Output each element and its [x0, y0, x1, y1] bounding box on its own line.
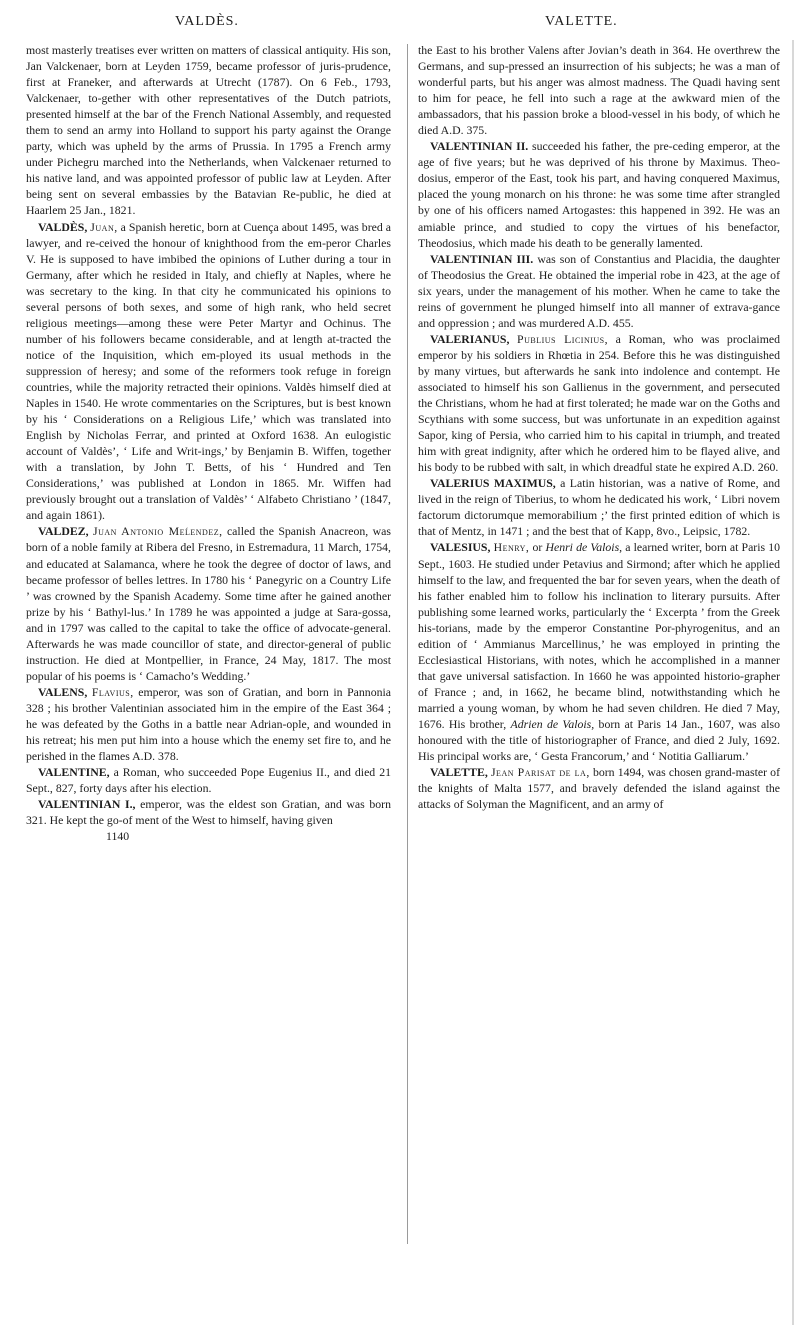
entry-text: called the Spanish Anacreon, was born of a noble family at Ribera del Fresno, in Estremadura, 11 March, 1754, and educated at Salamanca, where he took the degree of doctor of laws, and became professor of belles lettres. In 1780 his ‘ Panegyric on a Country Life ’ was crowned by the Spanish Academy. Some time after he gained another prize by his ‘ Bathyl-lus.’ In 1789 he was appointed a judge at Sara-gossa, and in 1797 was called to the capital to take the office of advocate-general. Afterwards he was made councillor of state, and director-general of public instruction. He died at Montpellier, in France, 24 May, 1817. The most popular of his poems is ‘ Camacho’s Wedding.’ [26, 524, 391, 683]
entry-text: a Roman, who was proclaimed emperor by his soldiers in Rhœtia in 254. Before this he was distinguished by many virtues, but afterwards he sank into indolence and contempt. He associated to himself his son Gallienus in the government, and persecuted the Christians, whom he had at first tolerated; he made war on the Goths and Scythians with some success, but was unfortunate in an expedition against Sapor, king of Persia, who carried him to his capital in triumph, and treated him with great indignity, after which he ordered him to be flayed alive, and his body to be rubbed with salt, in which dreadful state he expired A.D. 260. [418, 331, 781, 475]
entry-valentine [26, 764, 391, 796]
entry-headword: VALENS, [38, 684, 88, 699]
entry-headword: VALERIUS MAXIMUS, [430, 476, 556, 491]
column-divider [407, 44, 408, 1244]
entry-valdez [26, 523, 391, 683]
entry-text: succeeded his father, the pre-ceding emperor, at the age of five years; but he was deprived of his throne by Maximus. Theo-dosius, emperor of the East, took his part, and having conquered Maximus, placed the young monarch on his throne: he was some time after strangled by one of his officers named Artogastes: this happened in 392. He was an amiable prince, and studied to copy the virtues of his benefactor, Theodosius, which made his death to be generally lamented. [418, 139, 780, 250]
page-edge-shadow [792, 40, 794, 1325]
entry-text: born 1494, was chosen grand-master of the knights of Malta 1577, and bravely defended the island against the attacks of Solyman the Magnificent, and an army of [418, 765, 781, 812]
entry-text: a Spanish heretic, born at Cuença about 1495, was bred a lawyer, and re-ceived the honour of knighthood from the em-peror Charles V. He is supposed to have imbibed the opinions of Luther during a tour in Germany, after which he resided in Italy, and chiefly at Naples, where he was secretary to the king. In that city he communicated his opinions to several persons of both sexes, and some of high rank, who held secret religious meetings—among these were Peter Martyr and Ochinus. The number of his followers became considerable, and at length at-tracted the notice of the Inquisition, which em-ployed its usual methods in the suppression of heresy; and some of the reformers took refuge in foreign countries, while the majority retracted their opinions. Valdès himself died at Naples in 1540. He wrote commentaries on the Scriptures, but is best known by his ‘ Considerations on a Religious Life,’ which was translated into English by Nicholas Ferrar, and printed at Oxford 1638. An eulogistic account of Valdès’, ‘ Life and Writ-ings,’ by Benjamin B. Wiffen, together with a translation, by John T. Betts, of his ‘ Hundred and Ten Considerations,’ was published at London in 1865. Mr. Wiffen had previously brought out a translation of Valdès’ ‘ Alfabeto Christiano ’ (1847, and again 1861). [26, 219, 391, 523]
entry-text: or [529, 540, 546, 555]
entry-headword: VALDÈS, [38, 219, 88, 234]
entry-valens [26, 684, 391, 764]
entry-given-name: Jean Parisat de la, [490, 765, 590, 780]
entry-text: born at Paris 14 Jan., 1607, was also honoured with the title of historiographer of France, and died 2 July, 1692. His principal works are, ‘ Gesta Francorum,’ and ‘ Notitia Galliarum.’ [418, 716, 780, 764]
entry-continuation: most masterly treatises ever written on matters of classical antiquity. His son, Jan Valckenaer, born at Leyden 1759, became professor of juris-prudence, first at Franeker, and afterwards at Utrecht (1787). On 6 Feb., 1793, Valckenaer, to-gether with other representatives of the Dutch patriots, presented himself at the bar of the French National Assembly, and requested them to send an army into Holland to support his party against the Orange party, which was upheld by the arms of Prussia. In 1795 a French army under Pichegru marched into the Netherlands, when Valckenaer returned to his native land, and was appointed professor of public law at Leyden. After being sent on several embassies by the Batavian Re-public, he died at Haarlem 25 Jan., 1821. [26, 43, 391, 218]
entry-valesius [418, 539, 780, 764]
header-left-headword: VALDÈS. [175, 14, 239, 29]
entry-text: a learned writer, born at Paris 10 Sept., 1603. He studied under Petavius and Sirmond; after which he applied himself to the law, and frequented the bar for seven years, when the death of his father enabled him to follow his inclination to literary pursuits. After publishing some learned works, particularly the ‘ Excerpta ’ from the Greek his-torians, made by the emperor Constantine Por-phyrogenitus, and an edition of ‘ Ammianus Marcellinus,’ he was employed in printing the Ecclesiastical Historians, with notes, which he accomplished in a manner that gave universal satisfaction. In 1660 he was appointed historio-grapher of France ; and, in 1662, he became blind, notwithstanding which he married a young woman, by whom he had seven children. He died 7 May, 1676. His brother, [418, 540, 781, 731]
entry-continuation: the East to his brother Valens after Jovian’s death in 364. He overthrew the Germans, and sup-pressed an insurrection of his subjects; he was a man of wonderful parts, but his anger was almost madness. The Quadi having sent to him for peace, he fell into such a rage at the awkward mien of the ambassadors, that his passion broke a blood-vessel in his body, of which he died A.D. 375. [418, 43, 780, 138]
left-column [26, 42, 391, 844]
entry-valentinian-iii [418, 251, 780, 331]
entry-headword: VALENTINIAN II. [430, 139, 529, 154]
entry-brother-name: Adrien de Valois, [510, 716, 595, 731]
entry-given-name: Juan, [90, 219, 118, 234]
entry-valentinian-ii [418, 138, 780, 250]
entry-headword: VALESIUS, [430, 540, 491, 555]
entry-given-name: Henry, [493, 540, 530, 555]
entry-headword: VALDEZ, [38, 524, 89, 539]
entry-valdes [26, 219, 391, 524]
entry-text: a Latin historian, was a native of Rome, and lived in the reign of Tiberius, to whom he dedicated his work, ‘ Libri novem factorum dictorumque memorabilium ;’ the first printed edition of which is that of Mentz, in 1471 ; and the best that of Kapp, 8vo., Leipsic, 1782. [418, 476, 780, 539]
page-folio-number: 1140 [106, 829, 130, 844]
entry-valerianus [418, 331, 780, 475]
entry-given-name: Juan Antonio Meĺendez, [93, 524, 223, 539]
entry-given-name: Publius Licinius, [517, 331, 609, 346]
entry-headword: VALERIANUS, [430, 331, 510, 346]
entry-valerius-maximus [418, 475, 780, 539]
entry-headword: VALENTINIAN III. [430, 251, 534, 266]
entry-valette [418, 764, 780, 812]
entry-valentinian-i [26, 796, 391, 828]
entry-text: emperor, was son of Gratian, and born in Pannonia 328 ; his brother Valentinian associated him in the empire of the East 364 ; he was defeated by the Goths in a battle near Adrian-ople, and wounded in his retreat; his men put him into a house which the enemy set fire to, and he perished in the flames A.D. 378. [26, 684, 391, 764]
entry-headword: VALENTINE, [38, 765, 110, 780]
entry-headword: VALETTE, [430, 765, 488, 780]
entry-given-name: Flavius, [91, 684, 134, 699]
header-right-headword: VALETTE. [545, 14, 618, 29]
running-header [0, 14, 800, 34]
entry-alt-name: Henri de Valois, [545, 540, 623, 555]
entry-headword: VALENTINIAN I., [38, 797, 136, 812]
entry-text: emperor, was the eldest son Gratian, and was born 321. He kept the go-of ment of the West to himself, having given [26, 797, 391, 828]
right-column [418, 42, 780, 812]
entry-text: a Roman, who succeeded Pope Eugenius II., and died 21 Sept., 827, forty days after his election. [26, 765, 391, 796]
entry-text: was son of Constantius and Placidia, the daughter of Theodosius the Great. He obtained the imperial robe in 423, at the age of six years, under the management of his mother. When he came to take the reins of government he plunged himself into all manner of extrava-gance and oppression ; and was murdered A.D. 455. [418, 251, 780, 330]
